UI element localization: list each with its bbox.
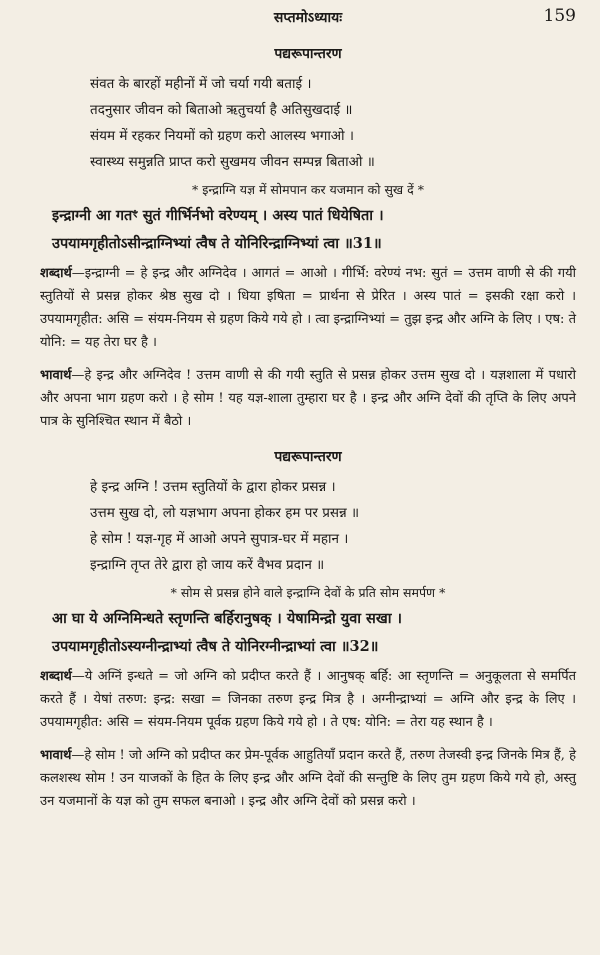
verse-line: हे सोम ! यज्ञ-गृह में आओ अपने सुपात्र-घर में महान । bbox=[90, 531, 349, 547]
meaning-label: भावार्थ bbox=[40, 748, 72, 763]
verse-block bbox=[90, 474, 576, 578]
meaning-text: —हे सोम ! जो अग्नि को प्रदीप्त कर प्रेम-पूर्वक आहुतियाँ प्रदान करते हैं, तरुण तेजस्वी इन्द्र जिनके मित्र हैं, हे कलशस्थ सोम ! उन याजकों के हित के लिए इन्द्र और अग्नि देवों की सन्तुष्टि के लिए तुम ग्रहण किये गये हो, अस्तु उन यजमानों के यज्ञ को तुम सफल बनाओ । इन्द्र और अग्नि देवों को प्रसन्न करो । bbox=[40, 748, 576, 809]
mantra-line: उपयामगृहीतोऽसीन्द्राग्निभ्यां त्वैष ते योनिरिन्द्राग्निभ्यां त्वा ॥31॥ bbox=[52, 235, 382, 252]
verse-line: हे इन्द्र अग्नि ! उत्तम स्तुतियों के द्वारा होकर प्रसन्न । bbox=[90, 479, 336, 495]
mantra-topic: * सोम से प्रसन्न होने वाले इन्द्राग्नि देवों के प्रति सोम समर्पण * bbox=[170, 585, 446, 600]
meaning-paragraph bbox=[40, 364, 576, 433]
word-meaning-label: शब्दार्थ bbox=[40, 266, 72, 281]
mantra-line: इन्द्राग्नी आ गतꣳ सुतं गीर्भिर्नभो वरेण्यम् । अस्य पातं धियेषिता । bbox=[52, 207, 384, 224]
page-number: 159 bbox=[543, 6, 576, 26]
meaning-label: भावार्थ bbox=[40, 368, 72, 383]
verse-line: उत्तम सुख दो, लो यज्ञभाग अपना होकर हम पर प्रसन्न ॥ bbox=[90, 505, 360, 521]
mantra-block bbox=[52, 202, 576, 258]
meaning-paragraph bbox=[40, 744, 576, 813]
word-meaning-paragraph bbox=[40, 665, 576, 734]
word-meaning-paragraph bbox=[40, 262, 576, 354]
page-header bbox=[40, 0, 576, 30]
mantra-block bbox=[52, 605, 576, 661]
verse-line: तदनुसार जीवन को बिताओ ऋतुचर्या है अतिसुखदाई ॥ bbox=[90, 102, 353, 118]
chapter-title: सप्तमोऽध्यायः bbox=[273, 10, 343, 26]
mantra-line: आ घा ये अग्निमिन्धते स्तृणन्ति बर्हिरानुषक् । येषामिन्द्रो युवा सखा । bbox=[52, 610, 403, 627]
mantra-line: उपयामगृहीतोऽस्यग्नीन्द्राभ्यां त्वैष ते योनिरग्नीन्द्राभ्यां त्वा ॥32॥ bbox=[52, 638, 379, 655]
verse-line: संयम में रहकर नियमों को ग्रहण करो आलस्य भगाओ । bbox=[90, 128, 355, 144]
word-meaning-label: शब्दार्थ bbox=[40, 669, 72, 684]
word-meaning-text: —इन्द्राग्नी = हे इन्द्र और अग्निदेव । आगतं = आओ । गीर्भि: वरेण्यं नभ: सुतं = उत्तम वाणी से की गयी स्तुतियों से प्रसन्न होकर श्रेष्ठ सुख दो । धिया इषिता = प्रार्थना से प्रेरित । अस्य पातं = इसकी रक्षा करो । उपयामगृहीत: असि = संयम-नियम से ग्रहण किये गये हो । त्वा इन्द्राग्निभ्यां = तुझ इन्द्र और अग्नि के लिए । एष: ते योनि: = यह तेरा घर है । bbox=[40, 266, 576, 350]
section-heading: पद्यरूपान्तरण bbox=[274, 449, 342, 465]
verse-block bbox=[90, 71, 576, 175]
word-meaning-text: —ये अग्निं इन्धते = जो अग्नि को प्रदीप्त करते हैं । आनुषक् बर्हि: आ स्तृणन्ति = अनुकूलता से समर्पित करते हैं । येषां तरुण: इन्द्र: सखा = जिनका तरुण इन्द्र मित्र है । अग्नीन्द्राभ्यां = अग्नि और इन्द्र के लिए । उपयामगृहीत: असि = संयम-नियम पूर्वक ग्रहण किये गये हो । ते एष: योनि: = तेरा यह स्थान है । bbox=[40, 669, 576, 730]
meaning-text: —हे इन्द्र और अग्निदेव ! उत्तम वाणी से की गयी स्तुति से प्रसन्न होकर उत्तम सुख दो । यज्ञशाला में पधारो और अपना भाग ग्रहण करो । हे सोम ! यह यज्ञ-शाला तुम्हारा घर है । इन्द्र और अग्नि देवों की तृप्ति के लिए अपने पात्र के सुनिश्चित स्थान में बैठो । bbox=[40, 368, 576, 429]
verse-line: संवत के बारहों महीनों में जो चर्या गयी बताई । bbox=[90, 76, 312, 92]
mantra-topic: * इन्द्राग्नि यज्ञ में सोमपान कर यजमान को सुख दें * bbox=[191, 182, 424, 197]
verse-line: स्वास्थ्य समुन्नति प्राप्त करो सुखमय जीवन सम्पन्न बिताओ ॥ bbox=[90, 154, 375, 170]
verse-line: इन्द्राग्नि तृप्त तेरे द्वारा हो जाय करें वैभव प्रदान ॥ bbox=[90, 557, 325, 573]
section-heading: पद्यरूपान्तरण bbox=[274, 46, 342, 62]
